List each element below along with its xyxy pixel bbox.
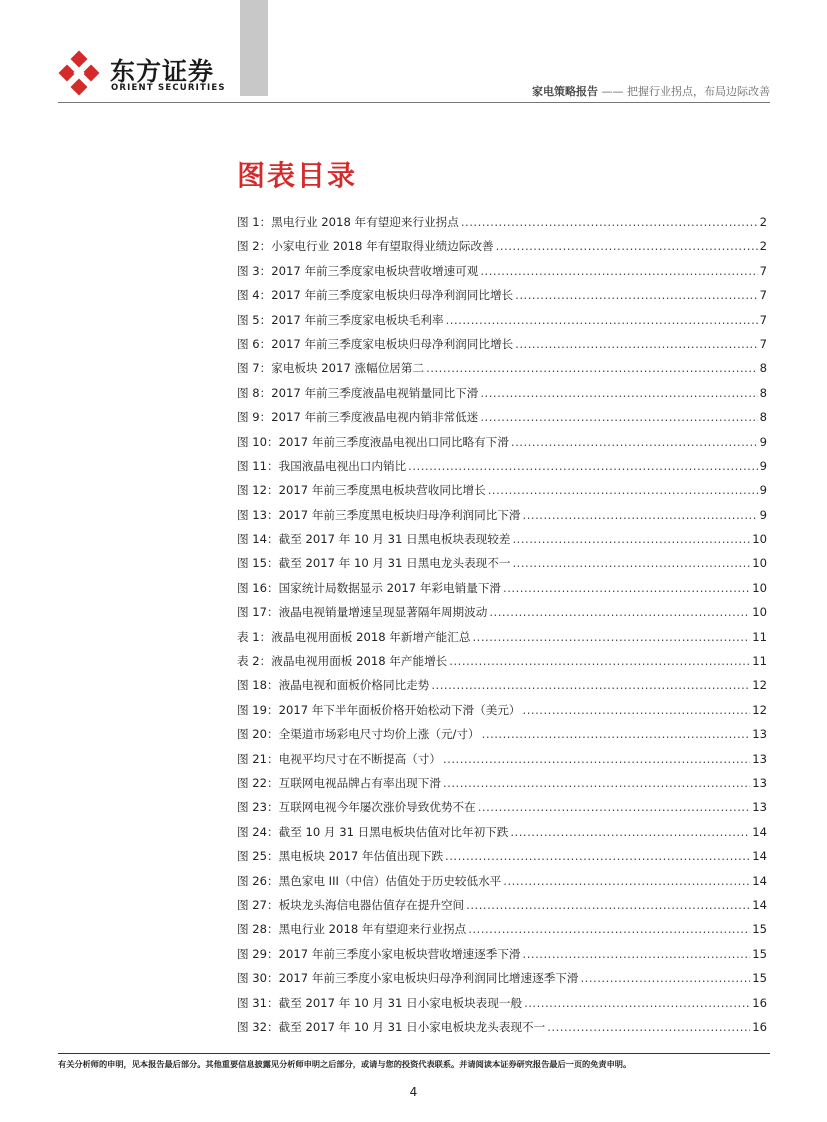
- toc-leader-dots: [523, 698, 751, 722]
- toc-entry-page: 7: [759, 263, 767, 278]
- toc-entry[interactable]: [237, 747, 767, 771]
- toc-entry[interactable]: [237, 454, 767, 478]
- toc-entry-page: 10: [752, 580, 767, 595]
- logo-english-name: ORIENT SECURITIES: [111, 83, 226, 93]
- toc-entry-page: 9: [759, 434, 767, 449]
- toc-leader-dots: [449, 649, 750, 673]
- footer-disclaimer: 有关分析师的申明，见本报告最后部分。其他重要信息披露见分析师申明之后部分，或请与您的投资代表联系。并请阅读本证券研究报告最后一页的免责申明。: [58, 1059, 632, 1069]
- toc-leader-dots: [515, 283, 757, 307]
- toc-leader-dots: [488, 478, 758, 502]
- toc-entry[interactable]: [237, 991, 767, 1015]
- toc-entry-label: 图 7：家电板块 2017 涨幅位居第二: [237, 361, 425, 376]
- toc-leader-dots: [446, 308, 758, 332]
- toc-entry-label: 图 8：2017 年前三季度液晶电视销量同比下滑: [237, 385, 479, 400]
- toc-entry-label: 图 24：截至 10 月 31 日黑电板块估值对比年初下跌: [237, 824, 509, 839]
- toc-entry-label: 图 16：国家统计局数据显示 2017 年彩电销量下滑: [237, 580, 502, 595]
- toc-entry[interactable]: [237, 844, 767, 868]
- toc-leader-dots: [480, 381, 757, 405]
- toc-entry-label: 图 22：互联网电视品牌占有率出现下滑: [237, 775, 441, 790]
- toc-entry[interactable]: [237, 673, 767, 697]
- toc-entry[interactable]: [237, 917, 767, 941]
- toc-leader-dots: [503, 869, 750, 893]
- toc-leader-dots: [524, 991, 750, 1015]
- toc-entry[interactable]: [237, 722, 767, 746]
- section-title: 图表目录: [237, 159, 358, 192]
- toc-entry-page: 7: [759, 336, 767, 351]
- toc-entry-page: 10: [752, 605, 767, 620]
- toc-entry-page: 15: [752, 946, 767, 961]
- toc-entry-label: 图 2：小家电行业 2018 年有望取得业绩边际改善: [237, 239, 494, 254]
- toc-entry-page: 8: [759, 385, 767, 400]
- toc-leader-dots: [511, 430, 758, 454]
- toc-entry[interactable]: [237, 356, 767, 380]
- toc-leader-dots: [503, 576, 750, 600]
- toc-entry[interactable]: [237, 259, 767, 283]
- toc-entry-label: 图 13：2017 年前三季度黑电板块归母净利润同比下滑: [237, 507, 521, 522]
- toc-leader-dots: [472, 625, 750, 649]
- toc-entry-label: 图 21：电视平均尺寸在不断提高（寸）: [237, 751, 441, 766]
- toc-entry[interactable]: [237, 1015, 767, 1039]
- toc-entry-page: 11: [752, 629, 767, 644]
- toc-leader-dots: [478, 795, 751, 819]
- toc-entry[interactable]: [237, 942, 767, 966]
- toc-entry-page: 11: [752, 654, 767, 669]
- toc-leader-dots: [580, 966, 750, 990]
- toc-entry-label: 图 23：互联网电视今年屡次涨价导致优势不在: [237, 800, 476, 815]
- toc-leader-dots: [515, 332, 757, 356]
- toc-entry[interactable]: [237, 698, 767, 722]
- footer-divider: [58, 1053, 770, 1054]
- toc-entry-page: 13: [752, 800, 767, 815]
- toc-entry-page: 13: [752, 775, 767, 790]
- toc-entry-label: 图 27：板块龙头海信电器估值存在提升空间: [237, 897, 465, 912]
- toc-entry-page: 10: [752, 556, 767, 571]
- toc-leader-dots: [523, 503, 758, 527]
- toc-entry-label: 图 19：2017 年下半年面板价格开始松动下滑（美元）: [237, 702, 521, 717]
- toc-leader-dots: [408, 454, 757, 478]
- toc-entry[interactable]: [237, 795, 767, 819]
- toc-entry-page: 16: [752, 995, 767, 1010]
- toc-entry-label: 图 6：2017 年前三季度家电板块归母净利润同比增长: [237, 336, 514, 351]
- toc-entry[interactable]: [237, 381, 767, 405]
- toc-entry-page: 7: [759, 288, 767, 303]
- toc-entry-label: 图 20：全渠道市场彩电尺寸均价上涨（元/寸）: [237, 727, 480, 742]
- toc-entry[interactable]: [237, 893, 767, 917]
- toc-entry-page: 8: [759, 361, 767, 376]
- toc-leader-dots: [443, 747, 750, 771]
- toc-entry-label: 图 9：2017 年前三季度液晶电视内销非常低迷: [237, 410, 479, 425]
- toc-entry[interactable]: [237, 527, 767, 551]
- toc-entry[interactable]: [237, 503, 767, 527]
- toc-leader-dots: [443, 771, 750, 795]
- toc-leader-dots: [431, 673, 750, 697]
- toc-entry-label: 图 15：截至 2017 年 10 月 31 日黑电龙头表现不一: [237, 556, 511, 571]
- toc-entry[interactable]: [237, 625, 767, 649]
- toc-entry-page: 9: [759, 458, 767, 473]
- toc-entry[interactable]: [237, 332, 767, 356]
- toc-entry[interactable]: [237, 210, 767, 234]
- logo-chinese-name: 东方证券: [110, 57, 215, 86]
- toc-entry[interactable]: [237, 771, 767, 795]
- toc-entry-page: 13: [752, 727, 767, 742]
- table-of-figures: [237, 210, 767, 1039]
- toc-leader-dots: [445, 844, 750, 868]
- toc-entry[interactable]: [237, 820, 767, 844]
- toc-entry-page: 12: [752, 678, 767, 693]
- toc-entry[interactable]: [237, 576, 767, 600]
- toc-entry-label: 图 29：2017 年前三季度小家电板块营收增速逐季下滑: [237, 946, 521, 961]
- toc-leader-dots: [510, 820, 750, 844]
- toc-entry-page: 7: [759, 312, 767, 327]
- toc-entry[interactable]: [237, 234, 767, 258]
- page-number: 4: [409, 1085, 418, 1099]
- toc-leader-dots: [468, 917, 750, 941]
- report-header: [532, 83, 770, 99]
- toc-leader-dots: [512, 551, 750, 575]
- toc-entry-label: 图 10：2017 年前三季度液晶电视出口同比略有下滑: [237, 434, 509, 449]
- toc-entry-page: 14: [752, 849, 767, 864]
- toc-entry[interactable]: [237, 430, 767, 454]
- toc-entry-label: 图 32：截至 2017 年 10 月 31 日小家电板块龙头表现不一: [237, 1019, 546, 1034]
- toc-entry-label: 图 18：液晶电视和面板价格同比走势: [237, 678, 430, 693]
- toc-leader-dots: [489, 600, 750, 624]
- toc-leader-dots: [466, 893, 750, 917]
- toc-entry-page: 12: [752, 702, 767, 717]
- toc-entry-label: 图 3：2017 年前三季度家电板块营收增速可观: [237, 263, 479, 278]
- toc-leader-dots: [496, 234, 758, 258]
- toc-entry-label: 图 31：截至 2017 年 10 月 31 日小家电板块表现一般: [237, 995, 523, 1010]
- toc-entry-label: 图 28：黑电行业 2018 年有望迎来行业拐点: [237, 922, 467, 937]
- toc-leader-dots: [480, 259, 757, 283]
- toc-entry-page: 9: [759, 507, 767, 522]
- report-type: 家电策略报告: [532, 85, 598, 98]
- toc-leader-dots: [523, 942, 751, 966]
- toc-entry-label: 图 11：我国液晶电视出口内销比: [237, 458, 407, 473]
- toc-entry-label: 图 25：黑电板块 2017 年估值出现下跌: [237, 849, 444, 864]
- toc-leader-dots: [512, 527, 750, 551]
- toc-leader-dots: [482, 722, 751, 746]
- toc-entry[interactable]: [237, 600, 767, 624]
- toc-entry[interactable]: [237, 551, 767, 575]
- toc-entry-page: 10: [752, 532, 767, 547]
- toc-entry-label: 图 14：截至 2017 年 10 月 31 日黑电板块表现较差: [237, 532, 511, 547]
- toc-entry-page: 14: [752, 824, 767, 839]
- toc-entry[interactable]: [237, 405, 767, 429]
- toc-entry[interactable]: [237, 966, 767, 990]
- toc-entry-label: 图 5：2017 年前三季度家电板块毛利率: [237, 312, 444, 327]
- orient-logo-icon: [58, 50, 106, 98]
- header-separator: ——: [601, 85, 624, 98]
- toc-entry[interactable]: [237, 869, 767, 893]
- toc-entry-page: 14: [752, 897, 767, 912]
- report-title: 把握行业拐点，布局边际改善: [627, 85, 770, 98]
- toc-entry-label: 图 26：黑色家电 III（中信）估值处于历史较低水平: [237, 873, 502, 888]
- toc-entry-page: 15: [752, 922, 767, 937]
- toc-entry-label: 图 1：黑电行业 2018 年有望迎来行业拐点: [237, 215, 459, 229]
- toc-entry-page: 9: [759, 483, 767, 498]
- toc-entry-label: 图 30：2017 年前三季度小家电板块归母净利润同比增速逐季下滑: [237, 971, 579, 986]
- toc-leader-dots: [461, 210, 758, 234]
- toc-leader-dots: [426, 356, 758, 380]
- toc-entry-label: 图 12：2017 年前三季度黑电板块营收同比增长: [237, 483, 486, 498]
- toc-entry-page: 13: [752, 751, 767, 766]
- toc-leader-dots: [480, 405, 757, 429]
- toc-leader-dots: [547, 1015, 750, 1039]
- toc-entry-page: 16: [752, 1019, 767, 1034]
- toc-entry-page: 2: [759, 215, 767, 229]
- toc-entry-page: 8: [759, 410, 767, 425]
- header-gray-bar: [240, 0, 268, 96]
- toc-entry-label: 表 1：液晶电视用面板 2018 年新增产能汇总: [237, 629, 471, 644]
- toc-entry-page: 15: [752, 971, 767, 986]
- toc-entry-label: 图 17：液晶电视销量增速呈现显著隔年周期波动: [237, 605, 488, 620]
- header-divider: [58, 102, 770, 103]
- toc-entry-page: 14: [752, 873, 767, 888]
- toc-entry[interactable]: [237, 649, 767, 673]
- toc-entry-label: 表 2：液晶电视用面板 2018 年产能增长: [237, 654, 448, 669]
- toc-entry[interactable]: [237, 478, 767, 502]
- toc-entry-label: 图 4：2017 年前三季度家电板块归母净利润同比增长: [237, 288, 514, 303]
- toc-entry[interactable]: [237, 308, 767, 332]
- company-logo: [58, 50, 228, 100]
- toc-entry[interactable]: [237, 283, 767, 307]
- toc-entry-page: 2: [759, 239, 767, 254]
